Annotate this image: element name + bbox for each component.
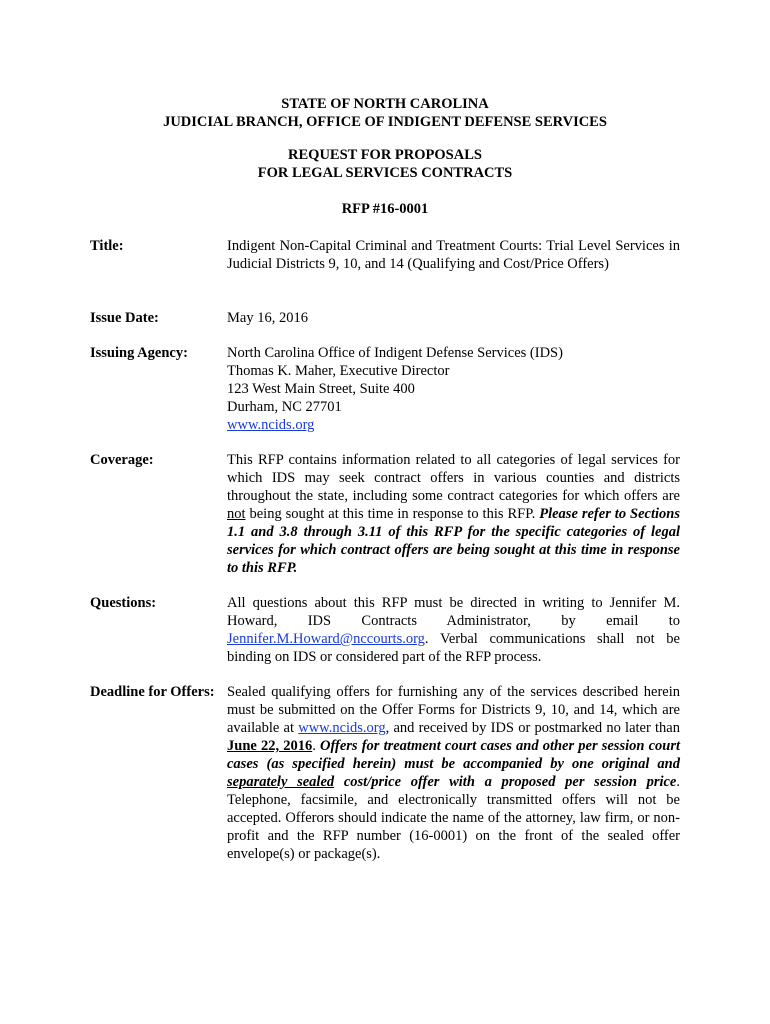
rfp-number: RFP #16-0001 — [341, 201, 429, 217]
header-request: REQUEST FOR PROPOSALS — [288, 147, 482, 163]
deadline-date: June 22, 2016 — [227, 738, 313, 754]
agency-city: Durham, NC 27701 — [227, 399, 342, 415]
header-state: STATE OF NORTH CAROLINA — [281, 96, 489, 112]
questions-label: Questions: — [90, 595, 157, 611]
agency-website-link[interactable]: www.ncids.org — [227, 417, 315, 433]
coverage-emphasis: Please refer to Sections 1.1 and 3.8 through 3.11 of this RFP for the specific categories of legal services for which contract offers are being sought at this time in response to this RFP. — [227, 506, 680, 576]
coverage-value — [227, 451, 680, 577]
agency-director: Thomas K. Maher, Executive Director — [227, 363, 450, 379]
agency-street: 123 West Main Street, Suite 400 — [227, 381, 415, 397]
header-contracts: FOR LEGAL SERVICES CONTRACTS — [257, 165, 513, 181]
issue-date-value: May 16, 2016 — [227, 310, 308, 326]
deadline-value — [227, 683, 680, 863]
coverage-label: Coverage: — [90, 452, 154, 468]
header-branch: JUDICIAL BRANCH, OFFICE OF INDIGENT DEFENSE SERVICES — [163, 114, 607, 130]
issue-date-label: Issue Date: — [90, 310, 159, 326]
title-value: Indigent Non-Capital Criminal and Treatment Courts: Trial Level Services in Judicial Districts 9, 10, and 14 (Qualifying and Cost/Price Offers) — [227, 238, 680, 272]
deadline-text-1: Sealed qualifying offers for furnishing any of the services described herein must be submitted on the Offer Forms for Districts 9, 10, and 14, which are available at — [227, 684, 680, 736]
deadline-label: Deadline for Offers: — [90, 684, 215, 700]
deadline-text-3: . — [312, 738, 320, 754]
questions-text-2: . Verbal communications shall not be binding on IDS or considered part of the RFP process. — [227, 631, 680, 665]
document-title-block — [0, 146, 770, 182]
coverage-text-2: being sought at this time in response to this RFP. — [245, 506, 540, 522]
deadline-text-4: . Telephone, facsimile, and electronically transmitted offers will not be accepted. Offerors should indicate the name of the attorney, law firm, or non-profit and the RFP number (16-0001) on the front of the sealed offer envelope(s) or package(s). — [227, 774, 680, 862]
deadline-emphasis-underlined: separately sealed — [227, 774, 335, 790]
issuing-agency-value — [227, 344, 680, 434]
issuing-agency-label: Issuing Agency: — [90, 345, 188, 361]
coverage-text-1: This RFP contains information related to all categories of legal services for which IDS may seek contract offers in various counties and districts throughout the state, including some contract categories for which offers are — [227, 452, 680, 504]
questions-text-1: All questions about this RFP must be directed in writing to Jennifer M. Howard, IDS Contracts Administrator, by email to — [227, 595, 680, 629]
agency-name: North Carolina Office of Indigent Defense Services (IDS) — [227, 345, 563, 361]
coverage-not: not — [227, 506, 246, 522]
deadline-text-2: , and received by IDS or postmarked no later than — [385, 720, 680, 736]
questions-value — [227, 594, 680, 666]
contact-email-link[interactable]: Jennifer.M.Howard@nccourts.org — [227, 631, 425, 647]
deadline-website-link[interactable]: www.ncids.org — [298, 720, 386, 736]
document-header — [0, 95, 770, 131]
title-label: Title: — [90, 238, 124, 254]
deadline-emphasis-2: cost/price offer with a proposed per session price — [334, 774, 677, 790]
deadline-emphasis-1: Offers for treatment court cases and other per session court cases (as specified herein) must be accompanied by one original and — [227, 738, 680, 772]
